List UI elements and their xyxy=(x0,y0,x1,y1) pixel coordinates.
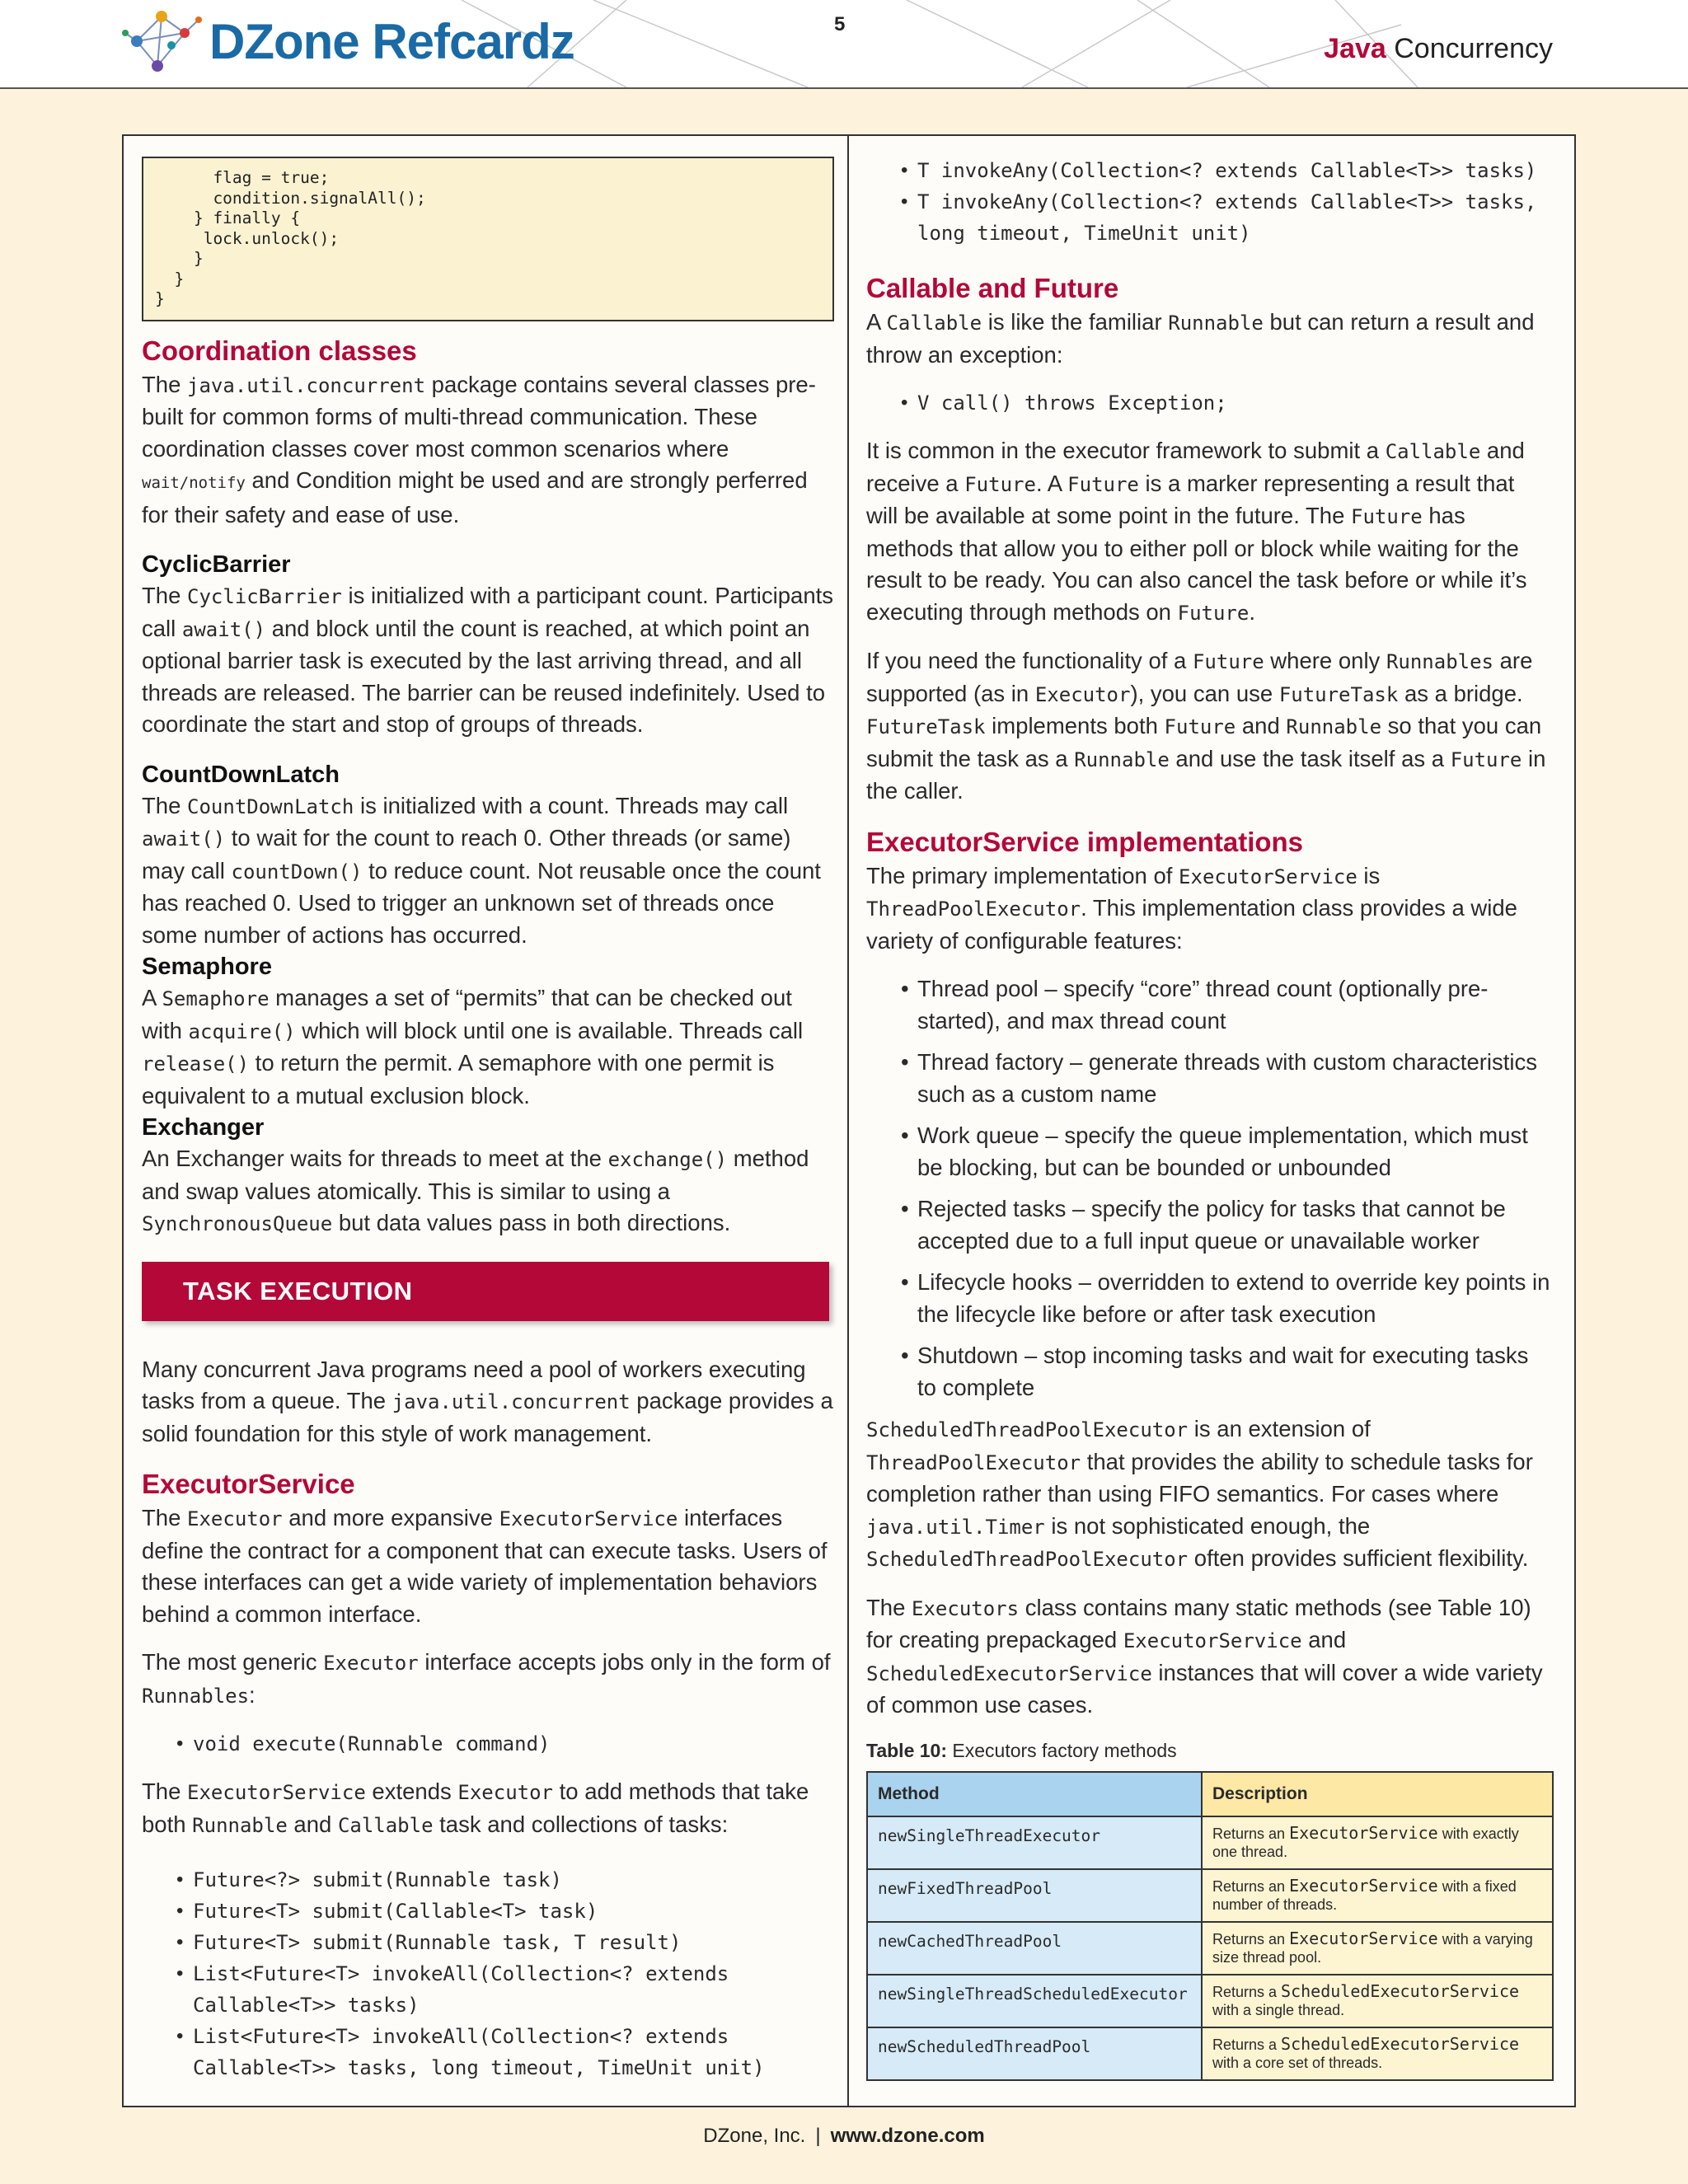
description-cell: Returns an ExecutorService with a varying size thread pool. xyxy=(1202,1922,1553,1975)
list-item: • Future<T> submit(Runnable task, T result) xyxy=(142,1927,834,1958)
list-item: • Rejected tasks – specify the policy for tasks that cannot be accepted due to a full input queue or unavailable worker xyxy=(866,1193,1552,1257)
page-header xyxy=(0,0,1688,89)
list-item: • Future<?> submit(Runnable task) xyxy=(142,1864,834,1896)
column-header-description: Description xyxy=(1202,1772,1553,1817)
coordination-intro: The java.util.concurrent package contains several classes pre-built for common forms of multi-thread communication. These coordination classes cover most common scenarios where wait/notify and Condition might be used and are strongly perferred for their safety and ease of use. xyxy=(142,371,816,527)
countdownlatch-text: The CountDownLatch is initialized with a count. Threads may call await() to wait for the count to reach 0. Other threads (or same) may call countDown() to reduce count. Not reusable once the count has reached 0. Used to trigger an unknown set of threads once some number of actions has occurred. xyxy=(142,792,821,948)
list-item: • Future<T> submit(Callable<T> task) xyxy=(142,1896,834,1927)
cyclicbarrier-text: The CyclicBarrier is initialized with a participant count. Participants call await() and block until the count is reached, at which point an optional barrier task is executed by the last arriving thread, and all threads are released. The barrier can be reused indefinitely. Used to coordinate the start and stop of groups of threads. xyxy=(142,583,833,737)
logo-network-icon xyxy=(120,8,203,74)
right-column xyxy=(866,157,1552,2081)
exchanger-title: Exchanger xyxy=(142,1114,265,1141)
scheduled-executor-text: ScheduledThreadPoolExecutor is an extension of ThreadPoolExecutor that provides the ability to schedule tasks for completion rather than using FIFO semantics. For cases where java.util.Timer is not sophisticated enough, the ScheduledThreadPoolExecutor often provides sufficient flexibility. xyxy=(866,1416,1533,1571)
countdownlatch-title: CountDownLatch xyxy=(142,761,340,788)
implementations-p1: The primary implementation of ExecutorService is ThreadPoolExecutor. This implementation class provides a wide variety of configurable features: xyxy=(866,862,1517,954)
description-cell: Returns an ExecutorService with exactly one thread. xyxy=(1202,1816,1553,1869)
semaphore-title: Semaphore xyxy=(142,954,272,980)
semaphore-text: A Semaphore manages a set of “permits” that can be checked out with acquire() which will block until one is available. Threads call release() to return the permit. A semaphore with one permit is equivalent to a mutual exclusion block. xyxy=(142,985,804,1108)
table-row xyxy=(867,2027,1553,2080)
description-cell: Returns a ScheduledExecutorService with a core set of threads. xyxy=(1202,2027,1553,2080)
list-item: • List<Future<T> invokeAll(Collection<? extends Callable<T>> tasks, long timeout, TimeUnit unit) xyxy=(142,2021,834,2083)
invokeany-list xyxy=(866,155,1552,249)
logo-text: DZone Refcardz xyxy=(209,13,574,69)
footer-url-link[interactable]: www.dzone.com xyxy=(830,2125,985,2147)
list-item: • V call() throws Exception; xyxy=(866,387,1552,419)
executorservice-heading: ExecutorService xyxy=(142,1469,355,1499)
list-item: • Thread factory – generate threads with custom characteristics such as a custom name xyxy=(866,1047,1552,1110)
table-row xyxy=(867,1869,1553,1922)
left-column xyxy=(142,157,834,2100)
list-item: • T invokeAny(Collection<? extends Callable<T>> tasks, long timeout, TimeUnit unit) xyxy=(866,186,1552,249)
table-caption: Table 10: Executors factory methods xyxy=(866,1739,1177,1761)
callable-future-p1: A Callable is like the familiar Runnable but can return a result and throw an exception: xyxy=(866,309,1535,368)
column-divider xyxy=(847,134,849,2107)
method-cell: newSingleThreadScheduledExecutor xyxy=(867,1975,1202,2027)
call-method-list xyxy=(866,387,1552,419)
coordination-heading: Coordination classes xyxy=(142,335,417,366)
title-bold: Java xyxy=(1324,33,1386,64)
dzone-logo[interactable] xyxy=(120,8,574,74)
footer-separator: | xyxy=(815,2125,821,2147)
table-row xyxy=(867,1816,1553,1869)
list-item: • Shutdown – stop incoming tasks and wait for executing tasks to complete xyxy=(866,1340,1552,1404)
table-row xyxy=(867,1975,1553,2027)
callable-future-p3: If you need the functionality of a Future where only Runnables are supported (as in Executor), you can use FutureTask as a bridge. FutureTask implements both Future and Runnable so that you can submit the task as a Runnable and use the task itself as a Future in the caller. xyxy=(866,648,1546,804)
executors-factory-table xyxy=(866,1771,1554,2082)
list-item: • Work queue – specify the queue implementation, which must be blocking, but can be bounded or unbounded xyxy=(866,1120,1552,1183)
feature-list xyxy=(866,973,1552,1404)
list-item: • Lifecycle hooks – overridden to extend to override key points in the lifecycle like before or after task execution xyxy=(866,1267,1552,1330)
method-cell: newScheduledThreadPool xyxy=(867,2027,1202,2080)
method-cell: newCachedThreadPool xyxy=(867,1922,1202,1975)
list-item: • T invokeAny(Collection<? extends Callable<T>> tasks) xyxy=(866,155,1552,186)
cyclicbarrier-title: CyclicBarrier xyxy=(142,551,291,578)
task-execution-intro: Many concurrent Java programs need a pool of workers executing tasks from a queue. The java.util.concurrent package provides a solid foundation for this style of work management. xyxy=(142,1356,833,1446)
page-footer xyxy=(0,2125,1688,2148)
page-number: 5 xyxy=(834,13,846,35)
footer-company: DZone, Inc. xyxy=(703,2125,806,2147)
callable-future-p2: It is common in the executor framework to submit a Callable and receive a Future. A Future is a marker representing a result that will be available at some point in the future. The Future has methods that allow you to either poll or block while waiting for the result to be ready. You can also cancel the task before or while it’s executing through methods on Future. xyxy=(866,438,1527,625)
implementations-heading: ExecutorService implementations xyxy=(866,826,1304,857)
list-item: • Thread pool – specify “core” thread count (optionally pre-started), and max thread count xyxy=(866,973,1552,1037)
list-item: • void execute(Runnable command) xyxy=(142,1728,834,1760)
document-title xyxy=(1324,33,1553,65)
list-item: • List<Future<T> invokeAll(Collection<? extends Callable<T>> tasks) xyxy=(142,1958,834,2021)
exchanger-text: An Exchanger waits for threads to meet at the exchange() method and swap values atomically. This is similar to using a SynchronousQueue but data values pass in both directions. xyxy=(142,1146,809,1235)
method-cell: newFixedThreadPool xyxy=(867,1869,1202,1922)
task-execution-band: TASK EXECUTION xyxy=(142,1262,829,1321)
description-cell: Returns a ScheduledExecutorService with a single thread. xyxy=(1202,1975,1553,2027)
code-block xyxy=(142,157,834,321)
executorservice-p2: The most generic Executor interface accepts jobs only in the form of Runnables: xyxy=(142,1649,831,1708)
title-rest: Concurrency xyxy=(1386,33,1553,64)
callable-future-heading: Callable and Future xyxy=(866,273,1119,303)
executorservice-method-list xyxy=(142,1864,834,2083)
column-header-method: Method xyxy=(867,1772,1202,1817)
executorservice-p3: The ExecutorService extends Executor to add methods that take both Runnable and Callable task and collections of tasks: xyxy=(142,1779,809,1837)
code-snippet: flag = true; condition.signalAll(); } finally { lock.unlock(); } } } xyxy=(155,168,426,308)
table-row xyxy=(867,1922,1553,1975)
executor-method-list xyxy=(142,1728,834,1760)
method-cell: newSingleThreadExecutor xyxy=(867,1816,1202,1869)
description-cell: Returns an ExecutorService with a fixed number of threads. xyxy=(1202,1869,1553,1922)
executors-class-text: The Executors class contains many static methods (see Table 10) for creating prepackaged ExecutorService and ScheduledExecutorService instances that will cover a wide variety of common use cases. xyxy=(866,1594,1543,1718)
executorservice-p1: The Executor and more expansive ExecutorService interfaces define the contract for a component that can execute tasks. Users of these interfaces can get a wide variety of implementation behaviors behind a common interface. xyxy=(142,1505,828,1627)
